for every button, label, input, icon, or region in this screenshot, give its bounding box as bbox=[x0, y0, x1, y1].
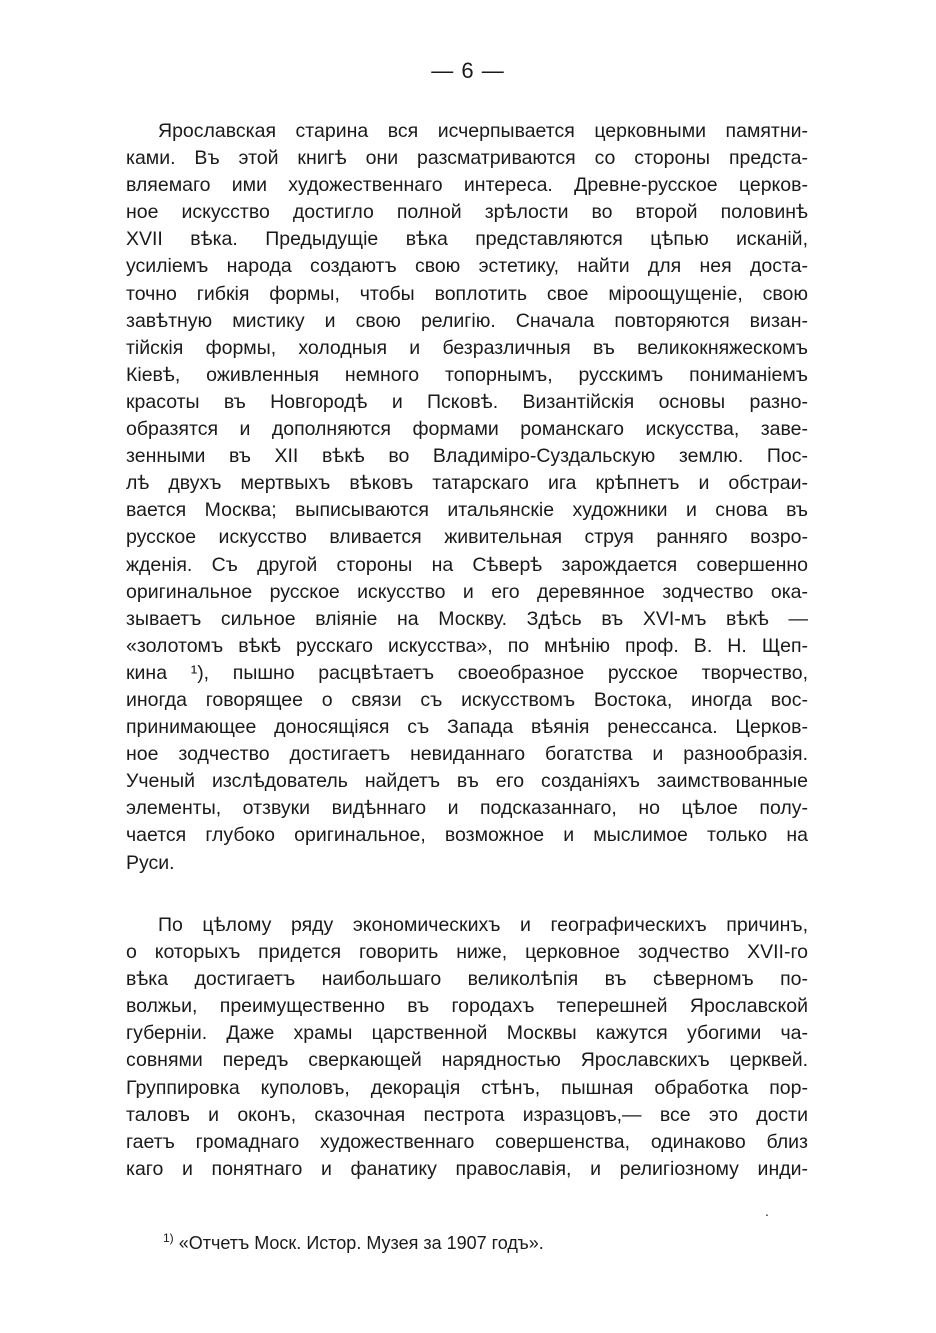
text-line: ное искусство достигло полной зрѣлости во второй половинѣ bbox=[126, 201, 808, 224]
footnote-text: «Отчетъ Моск. Истор. Музея за 1907 годъ». bbox=[178, 1233, 544, 1253]
text-line: зываетъ сильное вліяніе на Москву. Здѣсь въ XVI-мъ вѣкѣ — bbox=[126, 607, 808, 630]
text-line: совнями передъ сверкающей нарядностью Ярославскихъ церквей. bbox=[126, 1049, 808, 1072]
text-line: По цѣлому ряду экономическихъ и географическихъ причинъ, bbox=[158, 914, 808, 936]
text-line: Кіевѣ, оживленныя немного топорнымъ, русскимъ пониманіемъ bbox=[126, 363, 808, 386]
text-line: вѣка достигаетъ наибольшаго великолѣпія въ сѣверномъ по- bbox=[126, 968, 808, 991]
text-line: жденія. Съ другой стороны на Сѣверѣ зарождается совершенно bbox=[126, 553, 808, 576]
footnote bbox=[163, 1231, 544, 1254]
text-line: волжьи, преимущественно въ городахъ теперешней Ярославской bbox=[126, 995, 808, 1018]
text-line: каго и понятнаго и фанатику православія, и религіозному инди- bbox=[126, 1157, 808, 1180]
text-line: XVII вѣка. Предыдущіе вѣка представляются цѣпью исканій, bbox=[126, 228, 808, 251]
text-line: о которыхъ придется говорить ниже, церковное зодчество XVII-го bbox=[126, 941, 808, 964]
text-line: русское искусство вливается живительная струя ранняго возро- bbox=[126, 526, 808, 549]
text-line: таловъ и оконъ, сказочная пестрота изразцовъ,— все это дости bbox=[126, 1103, 808, 1126]
text-line: красоты въ Новгородѣ и Псковѣ. Византійскія основы разно- bbox=[126, 390, 808, 413]
text-line: принимающее доносящіяся съ Запада вѣянія ренессанса. Церков- bbox=[126, 716, 808, 739]
text-line: лѣ двухъ мертвыхъ вѣковъ татарскаго ига крѣпнетъ и обстраи- bbox=[126, 472, 808, 495]
stray-mark: . bbox=[765, 1203, 769, 1219]
text-line: иногда говорящее о связи съ искусствомъ Востока, иногда вос- bbox=[126, 688, 808, 711]
text-line: образятся и дополняются формами романскаго искусства, заве- bbox=[126, 418, 808, 441]
text-line: Ярославская старина вся исчерпывается церковными памятни- bbox=[158, 120, 808, 142]
page-number: — 6 — bbox=[431, 58, 505, 83]
text-line: оригинальное русское искусство и его деревянное зодчество ока- bbox=[126, 580, 808, 603]
text-line: вается Москва; выписываются итальянскіе художники и снова въ bbox=[126, 499, 808, 522]
text-line: завѣтную мистику и свою религію. Сначала повторяются визан- bbox=[126, 309, 808, 332]
text-line: Группировка куполовъ, декорація стѣнъ, пышная обработка пор- bbox=[126, 1076, 808, 1099]
text-line: зенными въ XII вѣкѣ во Владиміро-Суздальскую землю. Пос- bbox=[126, 445, 808, 468]
text-line: тійскія формы, холодныя и безразличныя въ великокняжескомъ bbox=[126, 336, 808, 359]
text-line: вляемаго ими художественнаго интереса. Древне-русское церков- bbox=[126, 174, 808, 197]
text-line: элементы, отзвуки видѣннаго и подсказаннаго, но цѣлое полу- bbox=[126, 797, 808, 820]
text-line: ное зодчество достигаетъ невиданнаго богатства и разнообразія. bbox=[126, 743, 808, 766]
text-line: чается глубоко оригинальное, возможное и мыслимое только на bbox=[126, 824, 808, 847]
text-line: «золотомъ вѣкѣ русскаго искусства», по мнѣнію проф. В. Н. Щеп- bbox=[126, 634, 808, 657]
text-line: ками. Въ этой книгѣ они разсматриваются со стороны предста- bbox=[126, 147, 808, 170]
text-line: усиліемъ народа создаютъ свою эстетику, найти для нея доста- bbox=[126, 255, 808, 278]
paragraph-1 bbox=[126, 118, 808, 877]
text-line: кина ¹), пышно расцвѣтаетъ своеобразное русское творчество, bbox=[126, 661, 808, 684]
text-line: губерніи. Даже храмы царственной Москвы кажутся убогими ча- bbox=[126, 1022, 808, 1045]
text-line: гаетъ громаднаго художественнаго совершенства, одинаково близ bbox=[126, 1130, 808, 1153]
paragraph-2 bbox=[126, 912, 808, 1183]
footnote-marker: 1) bbox=[163, 1231, 174, 1245]
text-line: Руси. bbox=[126, 851, 175, 874]
text-line: точно гибкія формы, чтобы воплотить свое міроощущеніе, свою bbox=[126, 282, 808, 305]
text-line: Ученый изслѣдователь найдетъ въ его созданіяхъ заимствованные bbox=[126, 770, 808, 793]
